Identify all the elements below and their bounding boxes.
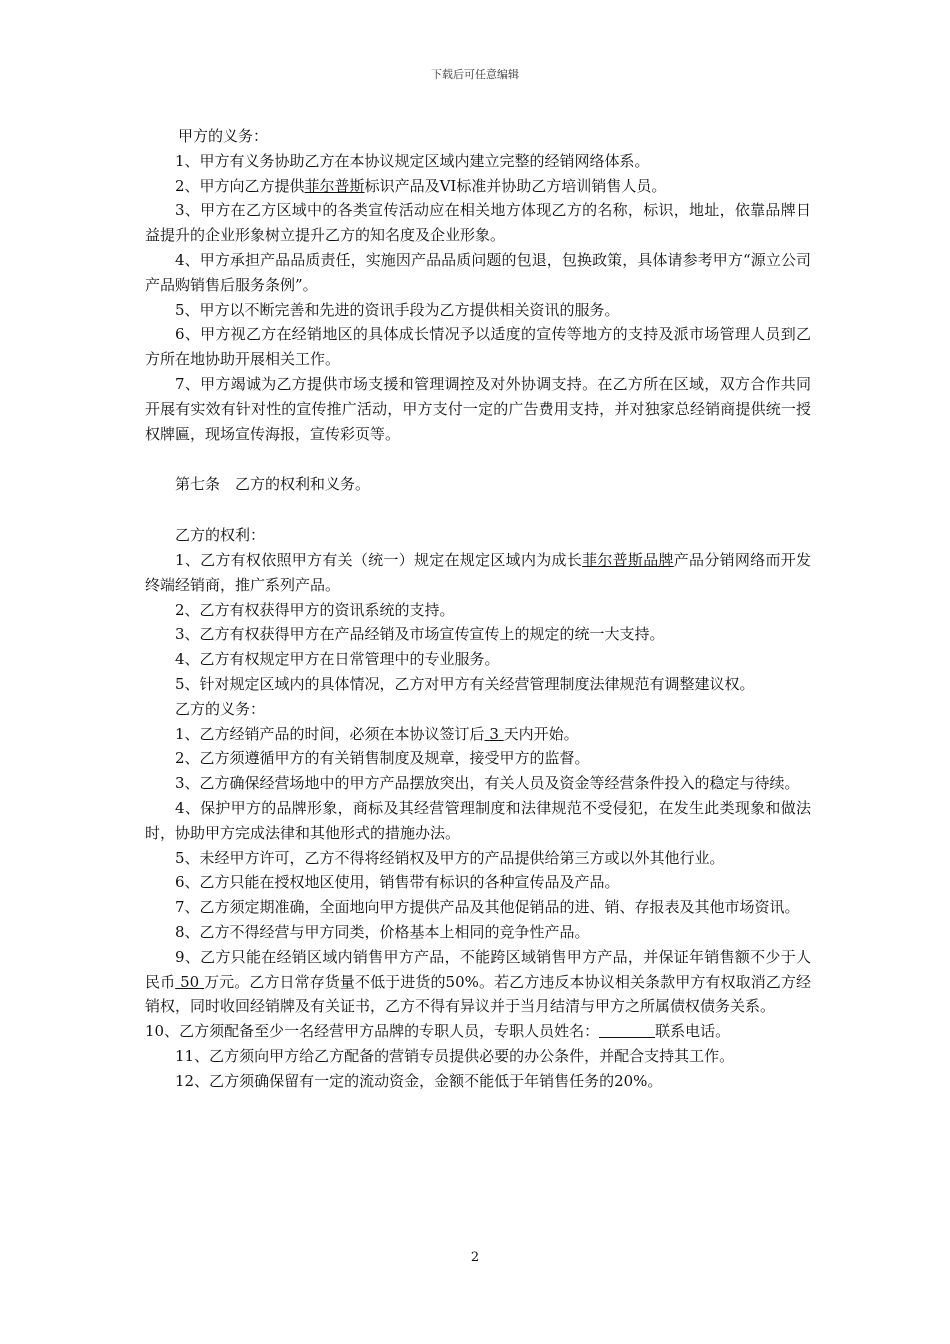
- party-b-duty-9-tail: 万元。乙方日常存货量不低于进货的50%。若乙方违反本协议相关条款甲方有权取消乙方经销权，同时收回经销牌及有关证书，乙方不得有异议并于当月结清与甲方之所属债权债务关系。: [145, 972, 811, 1016]
- party-b-rights-title: 乙方的权利：: [175, 526, 266, 545]
- party-a-duty-3: 3、甲方在乙方区域中的各类宣传活动应在相关地方体现乙方的名称，标识，地址，依靠品牌日益提升的企业形象树立提升乙方的知名度及企业形象。: [145, 201, 811, 245]
- party-b-right-3: 3、乙方有权获得甲方在产品经销及市场宣传宣传上的规定的统一大支持。: [175, 625, 665, 644]
- party-a-duty-7: 7、甲方竭诚为乙方提供市场支援和管理调控及对外协调支持。在乙方所在区域，双方合作共同开展有实效有针对性的宣传推广活动，甲方支付一定的广告费用支持，并对独家总经销商提供统一授权牌匾，现场宣传海报，宣传彩页等。: [145, 374, 811, 443]
- party-b-right-5: 5、针对规定区域内的具体情况，乙方对甲方有关经营管理制度法律规范有调整建议权。: [175, 674, 755, 693]
- party-b-duty-6: 6、乙方只能在授权地区使用，销售带有标识的各种宣传品及产品。: [175, 873, 620, 892]
- name-blank-line: [599, 1023, 655, 1038]
- party-b-duties-title: 乙方的义务：: [175, 699, 266, 718]
- party-b-right-4: 4、乙方有权规定甲方在日常管理中的专业服务。: [175, 650, 500, 669]
- document-body: [145, 124, 811, 1093]
- party-b-duty-1-head: 1、乙方经销产品的时间，必须在本协议签订后: [175, 724, 485, 743]
- party-a-duty-6: 6、甲方视乙方在经销地区的具体成长情况予以适度的宣传等地方的支持及派市场管理人员到乙方所在地协助开展相关工作。: [145, 325, 811, 369]
- party-b-right-1-tail: 产品分销网络而开发终端经销商，推广系列产品。: [145, 550, 811, 594]
- party-a-duties-title: 甲方的义务：: [178, 127, 269, 145]
- page-number: 2: [470, 1250, 480, 1265]
- party-b-right-2: 2、乙方有权获得甲方的资讯系统的支持。: [175, 600, 455, 619]
- party-a-duty-5: 5、甲方以不断完善和先进的资讯手段为乙方提供相关资讯的服务。: [175, 300, 620, 319]
- brand-name: 菲尔普斯: [304, 176, 365, 195]
- amount-value: 50: [180, 972, 200, 991]
- party-b-duty-10-tail: 联系电话。: [655, 1022, 731, 1041]
- party-b-duty-1: [145, 722, 811, 747]
- party-b-duty-4: 4、保护甲方的品牌形象，商标及其经营管理制度和法律规范不受侵犯，在发生此类现象和做法时，协助甲方完成法律和其他形式的措施办法。: [145, 798, 811, 842]
- article-7-title: 第七条 乙方的权利和义务。: [175, 475, 371, 494]
- party-b-duty-10: [145, 1019, 811, 1044]
- party-b-duty-12: 12、乙方须确保留有一定的流动资金，金额不能低于年销售任务的20%。: [175, 1071, 663, 1090]
- party-b-duty-2: 2、乙方须遵循甲方的有关销售制度及规章，接受甲方的监督。: [175, 749, 590, 768]
- party-a-duty-1: 1、甲方有义务协助乙方在本协议规定区域内建立完整的经销网络体系。: [175, 151, 650, 170]
- party-b-duty-9: [145, 945, 811, 1019]
- party-b-duty-7: 7、乙方须定期准确，全面地向甲方提供产品及其他促销品的进、销、存报表及其他市场资讯。: [175, 898, 800, 917]
- party-b-duty-9-head: 9、乙方只能在经销区域内销售甲方产品，不能跨区域销售甲方产品，并保证年销售额不少于人民币: [145, 947, 811, 991]
- spacer: [145, 446, 811, 472]
- page-header: 下载后可任意编辑: [431, 68, 519, 81]
- days-value: 3: [489, 724, 499, 743]
- party-a-duty-2-tail: 标识产品及VI标准并协助乙方培训销售人员。: [364, 176, 667, 195]
- party-a-duty-2: [145, 174, 811, 199]
- party-a-duty-4: 4、甲方承担产品品质责任，实施因产品品质问题的包退，包换政策，具体请参考甲方“源立公司产品购销售后服务条例”。: [145, 250, 811, 294]
- party-b-duty-5: 5、未经甲方许可，乙方不得将经销权及甲方的产品提供给第三方或以外其他行业。: [175, 848, 725, 867]
- party-b-duty-3: 3、乙方确保经营场地中的甲方产品摆放突出，有关人员及资金等经营条件投入的稳定与待续。: [175, 774, 800, 793]
- party-b-right-1: [145, 548, 811, 598]
- party-b-duty-8: 8、乙方不得经营与甲方同类，价格基本上相同的竞争性产品。: [175, 922, 590, 941]
- party-b-duty-10-head: 10、乙方须配备至少一名经营甲方品牌的专职人员，专职人员姓名：: [145, 1022, 600, 1041]
- spacer: [145, 497, 811, 523]
- brand-name-underlined: 菲尔普斯品牌: [582, 550, 674, 569]
- party-b-right-1-head: 1、乙方有权依照甲方有关（统一）规定在规定区域内为成长: [175, 550, 583, 569]
- party-b-duty-1-tail: 天内开始。: [503, 724, 579, 743]
- party-a-duty-2-head: 2、甲方向乙方提供: [175, 176, 305, 195]
- party-b-duty-11: 11、乙方须向甲方给乙方配备的营销专员提供必要的办公条件，并配合支持其工作。: [175, 1046, 735, 1065]
